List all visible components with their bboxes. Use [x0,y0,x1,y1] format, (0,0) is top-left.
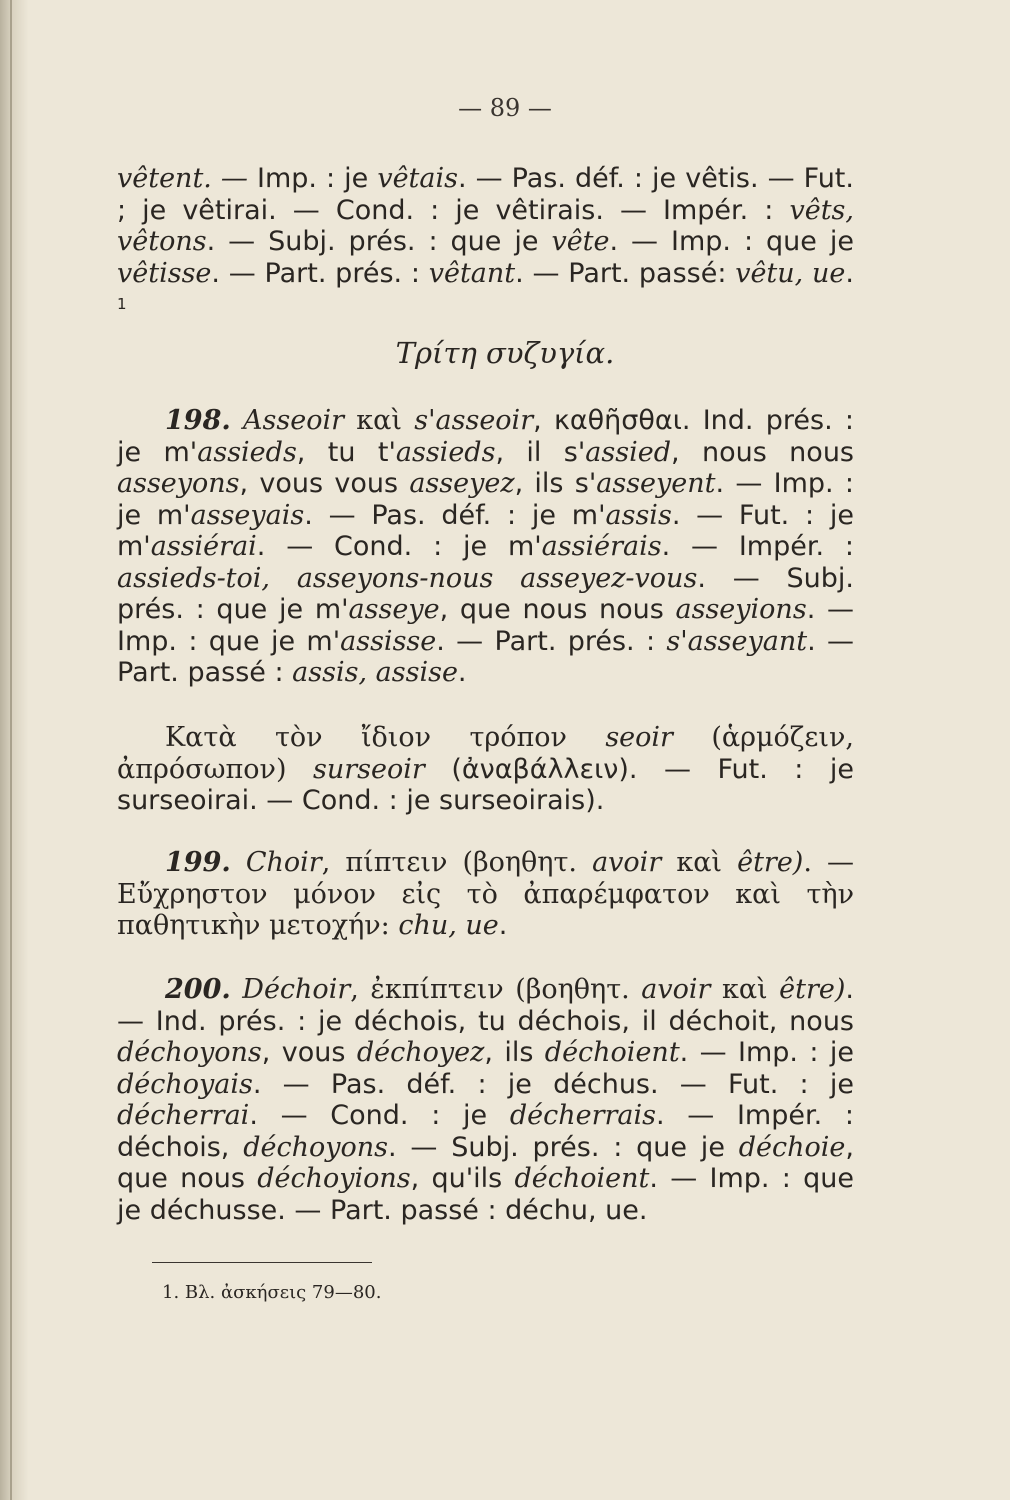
text-span: asseye [348,594,440,625]
page-spine-shadow [0,0,28,1500]
text-span: (ἀναβάλλειν). — Fut. : je surseoirai. — Cond. : je surseoirais). [117,753,854,816]
text-span: assis [605,499,672,531]
text-span: . — Pas. déf. : je vêtis. — Fut. ; je vêtirai. — Cond. : je vêtirais. — Impér. : [117,163,854,226]
section-heading: Τρίτη συζυγία. [395,336,615,370]
text-span: vêtent. — [117,163,257,194]
text-span: . — Εὔχρηστον μόνον εἰς τὸ ἀπαρέμφατον καὶ τὴν παθητικὴν μετοχήν: [117,847,855,941]
text-span: . [845,257,854,289]
text-span: Asseoir [243,405,345,436]
text-span: . — Part. passé: [515,257,736,289]
text-span: être) [737,847,804,878]
text-span: assieds [197,436,297,468]
text-span: Déchoir [242,974,351,1005]
text-span: s'asseoir [414,405,534,436]
text-span: . — Imp. : que je [609,226,854,257]
text-span: chu, ue [398,910,499,941]
text-span: , πίπτειν (βοηθητ. [321,847,593,878]
text-span: , καθῆσθαι. Ind. prés. : je m' [117,405,854,468]
text-span: . — Pas. déf. : je m' [304,499,606,531]
text-span: vêts, vêtons [117,194,854,257]
text-span: καὶ [344,405,415,436]
text-span: . — Imp. : je [679,1037,854,1068]
text-span: . — Fut. : je m' [117,499,854,562]
text-span: s'asseyant [666,625,808,657]
footnote: 1. Βλ. ἀσκήσεις 79—80. [162,1282,382,1303]
text-span: . — Imp. : je m' [117,468,854,531]
text-span: , il s' [495,436,586,468]
text-span: , qu'ils [410,1163,515,1194]
text-span: être) [779,974,846,1005]
text-span: asseyez [409,468,515,499]
text-span: assieds-toi, asseyons-nous asseyez-vous [117,562,698,594]
text-span: assiérais [541,531,662,562]
text-span: déchoyais [117,1068,253,1100]
text-span: . — Ind. prés. : je déchois, tu déchois, il déchoit, nous [117,974,854,1037]
text-span: . — Imp. : que je déchusse. — Part. passé : déchu, ue. [117,1163,855,1226]
paragraph-number: 199. [165,847,231,878]
text-span: , ἐκπίπτειν (βοηθητ. [350,974,642,1005]
text-span: Κατὰ τὸν ἴδιον τρόπον [165,722,606,753]
text-span: déchoyons [243,1131,388,1163]
text-span: . — Part. prés. : [436,625,667,657]
text-span: , que nous [117,1131,854,1194]
paragraph-200-dechoir [117,974,854,1226]
text-span: avoir [592,847,662,878]
text-span: déchoie [738,1131,846,1163]
footnote-divider [152,1262,372,1263]
text-span: . — Subj. prés. : que je [206,226,552,257]
text-span: vêtant [428,257,516,289]
text-span: asseyions [675,594,807,625]
text-span: assied [585,436,672,468]
footnote-marker: 1 [117,295,127,313]
binding-line [10,0,12,1500]
text-span: Imp. : je [256,163,378,194]
text-span: déchoyions [257,1163,411,1194]
text-span: vêtu, ue [735,257,846,289]
paragraph-seoir-surseoir [117,722,854,817]
text-span: . — Cond. : je m' [256,531,542,562]
text-span: déchoyons [117,1037,262,1068]
text-span: décherrai [117,1100,250,1131]
text-span: , vous vous [239,468,410,499]
text-span: . — Part. prés. : [211,257,429,289]
text-span: , nous nous [671,436,854,468]
text-span: καὶ [661,847,738,878]
text-span: . — Pas. déf. : je déchus. — Fut. : je [252,1068,854,1100]
text-span: déchoient [514,1163,650,1194]
text-span: . — Impér. : [661,531,854,562]
text-span: καὶ [710,974,780,1005]
text-span: surseoir [313,753,425,785]
text-span: , ils [484,1037,545,1068]
text-span: . [498,910,508,941]
text-span: . [457,657,467,688]
paragraph-number: 200. [165,974,231,1005]
text-span: , que nous nous [439,594,676,625]
text-span: seoir [605,722,673,753]
text-span: . — Impér. : déchois, [117,1100,854,1163]
text-span: . — Subj. prés. : que je m' [117,562,854,625]
text-span: , vous [261,1037,357,1068]
text-span: (ἁρμόζειν, ἀπρόσωπον) [117,722,854,785]
text-span: vête [551,226,610,257]
text-span: décherrais [509,1100,656,1131]
text-span: déchoyez [356,1037,485,1068]
text-span: asseyais [190,499,305,531]
text-span: asseyons [117,468,240,499]
text-span: vêtais [377,163,458,194]
text-span: assieds [395,436,496,468]
paragraph-vetir [117,163,854,327]
text-span: . — Imp. : que je m' [117,594,854,657]
text-span: asseyent [596,468,716,499]
text-span: . — Cond. : je [249,1100,510,1131]
text-span: assis, assise [292,657,458,688]
paragraph-number: 198. [165,405,231,436]
page-number: — 89 — [458,94,552,122]
text-span: . — Subj. prés. : que je [388,1131,739,1163]
paragraph-198-asseoir [117,405,854,689]
text-span: vêtisse [117,257,212,289]
text-span: , tu t' [296,436,396,468]
text-span: assiérai [150,531,257,562]
text-span: Choir [245,847,322,878]
text-span: avoir [641,974,711,1005]
text-span: déchoient [544,1037,680,1068]
text-span: , ils s' [514,468,597,499]
text-span: assisse [340,625,437,657]
paragraph-199-choir [117,847,854,942]
text-span: . — Part. passé : [117,625,854,688]
